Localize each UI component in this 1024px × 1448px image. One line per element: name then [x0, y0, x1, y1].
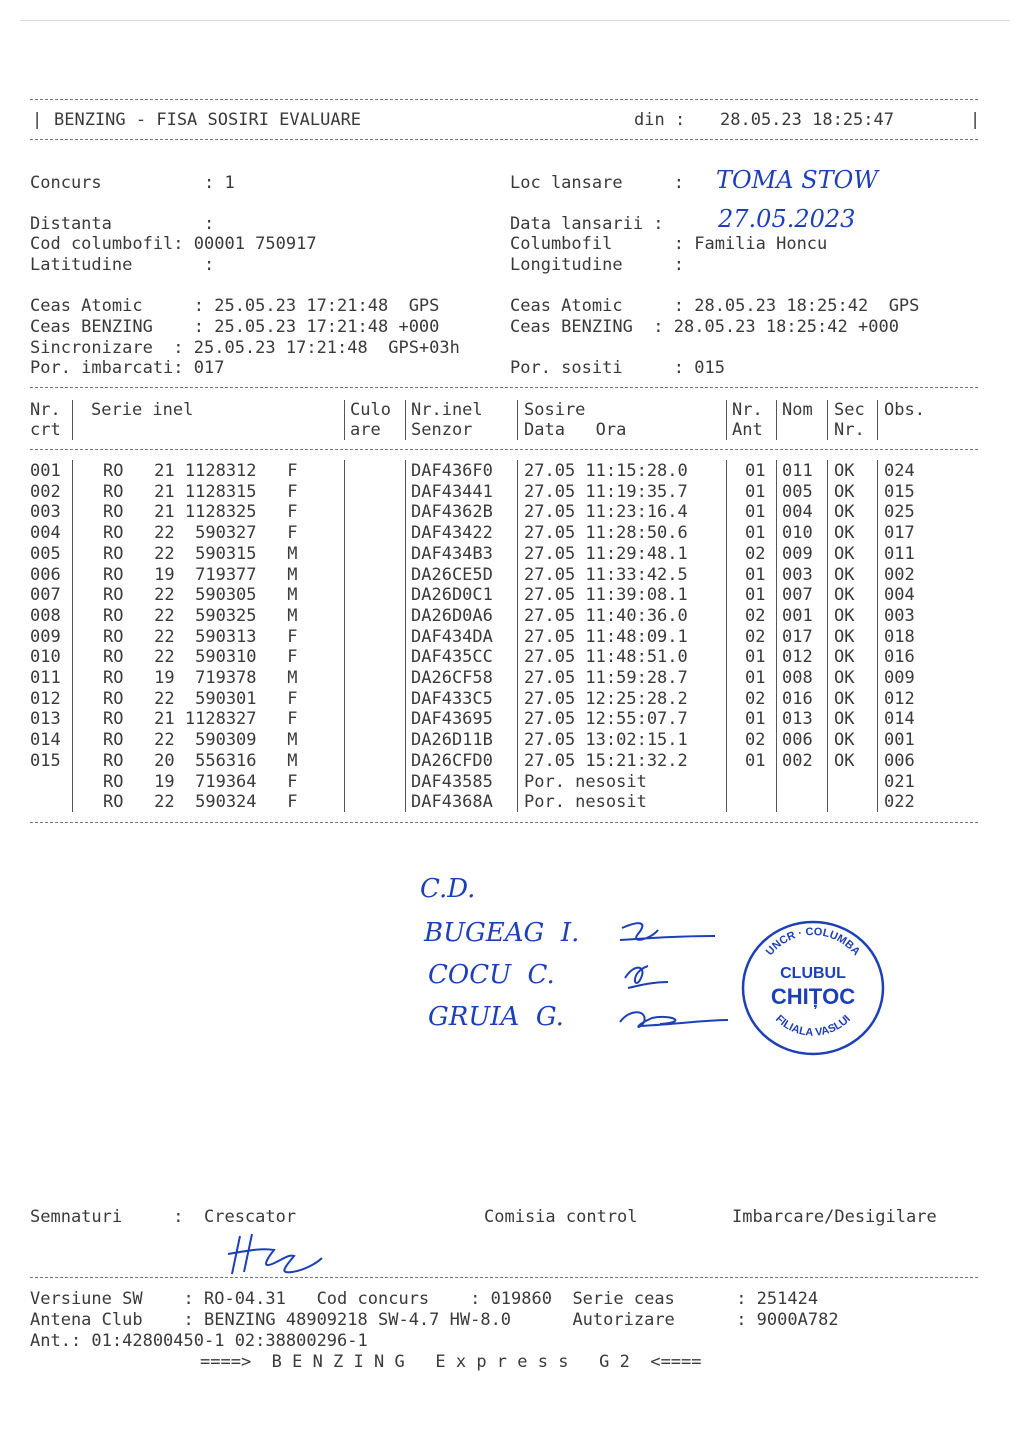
cell-serie: RO 19 719378 M [103, 668, 298, 688]
cell-ant: 02 [745, 605, 766, 626]
cell-ant: 01 [745, 668, 766, 688]
col-header-nrinel: Nr.inel [411, 400, 483, 420]
footer-line-3: Ant.: 01:42800450-1 02:38800296-1 [30, 1331, 368, 1351]
semnaturi-label: Semnaturi : Crescator [30, 1207, 297, 1227]
cell-serie: RO 22 590305 M [103, 585, 298, 606]
col-header-sosire: Sosire [524, 400, 586, 420]
handwritten-bugeag: BUGEAG I. [424, 918, 580, 948]
cell-sec: OK [834, 709, 855, 730]
breeder-signature [222, 1232, 332, 1280]
cell-sosire: 27.05 11:23:16.4 [524, 502, 688, 523]
header-bottom-rule [30, 139, 978, 140]
cell-sec: OK [834, 585, 855, 606]
loc-lansare-field: Loc lansare : [510, 173, 684, 193]
stamp-line-1: CLUBUL [780, 965, 846, 982]
handwritten-cd: C.D. [420, 874, 476, 904]
cell-senzor: DA26CFD0 [411, 750, 493, 771]
cell-ant: 02 [745, 626, 766, 647]
stamp-top-text: UNCR · COLUMBA [763, 925, 863, 958]
cell-ant: 01 [745, 523, 766, 544]
cell-sec: OK [834, 564, 855, 585]
body-sep-8 [877, 460, 878, 812]
cell-senzor: DAF43441 [411, 481, 493, 502]
columbofil-field: Columbofil : Familia Honcu [510, 234, 828, 254]
cell-serie: RO 22 590313 F [103, 626, 298, 647]
cell-nr: 003 [30, 502, 61, 523]
cell-nom: 011 [782, 461, 813, 481]
cell-serie: RO 22 590325 M [103, 605, 298, 626]
longitudine-field: Longitudine : [510, 255, 684, 275]
cell-senzor: DA26D0A6 [411, 605, 493, 626]
cell-sec: OK [834, 543, 855, 564]
cell-obs: 006 [884, 750, 915, 771]
col-header-nr-ant: Nr. [732, 400, 763, 420]
ceas-atomic-left: Ceas Atomic : 25.05.23 17:21:48 GPS [30, 296, 440, 316]
commission-signatures [600, 910, 740, 1040]
cell-nom: 005 [782, 481, 813, 502]
body-sep-6 [776, 460, 777, 812]
cell-sec: OK [834, 461, 855, 481]
body-sep-2 [344, 460, 345, 812]
cell-nr: 012 [30, 688, 61, 709]
cell-ant: 02 [745, 688, 766, 709]
cell-obs: 001 [884, 730, 915, 751]
cell-obs: 012 [884, 688, 915, 709]
header-right-bar: | [970, 110, 981, 130]
club-stamp [738, 918, 888, 1058]
cell-nr: 013 [30, 709, 61, 730]
cell-nom: 012 [782, 647, 813, 668]
cell-nr: 001 [30, 461, 61, 481]
cell-serie: RO 22 590309 M [103, 730, 298, 751]
cell-ant: 01 [745, 585, 766, 606]
cell-senzor: DAF434B3 [411, 543, 493, 564]
cell-serie: RO 22 590324 F [103, 792, 298, 813]
cell-senzor: DA26D0C1 [411, 585, 493, 606]
comisia-control-label: Comisia control [484, 1207, 638, 1227]
cell-sosire: 27.05 13:02:15.1 [524, 730, 688, 751]
cell-senzor: DA26CF58 [411, 668, 493, 688]
cell-nom: 001 [782, 605, 813, 626]
table-header-rule [30, 449, 978, 450]
cell-ant: 01 [745, 564, 766, 585]
cell-obs: 009 [884, 668, 915, 688]
col-header-sec-nr: Nr. [834, 420, 865, 440]
col-header-senzor: Senzor [411, 420, 473, 440]
cell-serie: RO 21 1128312 F [103, 461, 298, 481]
cell-sec: OK [834, 502, 855, 523]
cell-senzor: DA26D11B [411, 730, 493, 751]
hdr-sep-8 [877, 400, 878, 440]
stamp-bottom-text: FILIALA VASLUI [773, 1012, 853, 1039]
cell-nr: 014 [30, 730, 61, 751]
cell-nr: 009 [30, 626, 61, 647]
cell-nom: 006 [782, 730, 813, 751]
ceas-benzing-right: Ceas BENZING : 28.05.23 18:25:42 +000 [510, 317, 899, 337]
data-lansarii-field: Data lansarii : [510, 214, 664, 234]
handwritten-cocu: COCU C. [428, 960, 555, 990]
sincronizare-field: Sincronizare : 25.05.23 17:21:48 GPS+03h [30, 338, 460, 358]
cell-nom: 004 [782, 502, 813, 523]
cell-nr: 008 [30, 605, 61, 626]
cell-nom: 009 [782, 543, 813, 564]
cell-sosire: 27.05 11:15:28.0 [524, 461, 688, 481]
cell-nom: 008 [782, 668, 813, 688]
cell-obs: 017 [884, 523, 915, 544]
body-sep-5 [726, 460, 727, 812]
cell-senzor: DAF43585 [411, 771, 493, 792]
cell-serie: RO 21 1128327 F [103, 709, 298, 730]
cell-sosire: 27.05 11:33:42.5 [524, 564, 688, 585]
cell-serie: RO 22 590301 F [103, 688, 298, 709]
cell-serie: RO 22 590310 F [103, 647, 298, 668]
cell-sec: OK [834, 605, 855, 626]
por-imbarcati-field: Por. imbarcati: 017 [30, 358, 225, 378]
col-header-ant: Ant [732, 420, 763, 440]
cell-nr: 010 [30, 647, 61, 668]
cell-nr: 007 [30, 585, 61, 606]
col-header-nr: Nr. [30, 400, 61, 420]
imbarcare-label: Imbarcare/Desigilare [732, 1207, 937, 1227]
latitudine-field: Latitudine : [30, 255, 215, 275]
cell-ant: 01 [745, 481, 766, 502]
cell-nom: 002 [782, 750, 813, 771]
cell-sec: OK [834, 647, 855, 668]
cell-sosire: 27.05 11:39:08.1 [524, 585, 688, 606]
stamp-line-2: CHIȚOC [770, 984, 856, 1009]
cell-nom: 016 [782, 688, 813, 709]
hdr-sep-5 [726, 400, 727, 440]
cell-serie: RO 20 556316 M [103, 750, 298, 771]
cell-sosire: 27.05 12:25:28.2 [524, 688, 688, 709]
ceas-benzing-left: Ceas BENZING : 25.05.23 17:21:48 +000 [30, 317, 440, 337]
cell-obs: 011 [884, 543, 915, 564]
cell-senzor: DAF435CC [411, 647, 493, 668]
cell-senzor: DAF434DA [411, 626, 493, 647]
hdr-sep-7 [827, 400, 828, 440]
hdr-sep-4 [517, 400, 518, 440]
concurs-field: Concurs : 1 [30, 173, 235, 193]
cell-ant: 01 [745, 502, 766, 523]
cell-nr: 006 [30, 564, 61, 585]
cell-sec: OK [834, 750, 855, 771]
cell-sosire: 27.05 11:40:36.0 [524, 605, 688, 626]
cell-nom: 010 [782, 523, 813, 544]
loc-lansare-handwritten: TOMA STOW [716, 166, 879, 194]
ceas-atomic-right: Ceas Atomic : 28.05.23 18:25:42 GPS [510, 296, 920, 316]
cell-senzor: DA26CE5D [411, 564, 493, 585]
cell-sec: OK [834, 688, 855, 709]
cell-serie: RO 19 719364 F [103, 771, 298, 792]
cell-ant: 01 [745, 750, 766, 771]
cell-obs: 004 [884, 585, 915, 606]
cell-sosire: 27.05 11:59:28.7 [524, 668, 688, 688]
cell-nom: 007 [782, 585, 813, 606]
cell-nr: 011 [30, 668, 61, 688]
footer-line-4: ====> B E N Z I N G E x p r e s s G 2 <==== [200, 1352, 702, 1372]
data-lansarii-handwritten: 27.05.2023 [718, 205, 856, 233]
header-top-rule [30, 99, 978, 100]
cell-sec: OK [834, 481, 855, 502]
hdr-sep-6 [776, 400, 777, 440]
body-sep-3 [405, 460, 406, 812]
cell-sosire: Por. nesosit [524, 792, 647, 813]
top-edge-line [20, 20, 1010, 21]
cell-obs: 021 [884, 771, 915, 792]
hdr-sep-1 [72, 400, 73, 440]
cell-sec: OK [834, 668, 855, 688]
cell-obs: 002 [884, 564, 915, 585]
footer-line-1: Versiune SW : RO-04.31 Cod concurs : 019860 Serie ceas : 251424 [30, 1289, 819, 1309]
cell-obs: 003 [884, 605, 915, 626]
footer-rule [30, 1277, 978, 1278]
cell-serie: RO 19 719377 M [103, 564, 298, 585]
cell-senzor: DAF433C5 [411, 688, 493, 709]
cell-ant: 02 [745, 543, 766, 564]
cell-nr: 005 [30, 543, 61, 564]
col-header-crt: crt [30, 420, 61, 440]
cell-ant: 01 [745, 709, 766, 730]
hdr-sep-3 [405, 400, 406, 440]
col-header-culoare-1: Culo [350, 400, 391, 420]
cell-sosire: 27.05 11:48:51.0 [524, 647, 688, 668]
footer-line-2: Antena Club : BENZING 48909218 SW-4.7 HW-8.0 Autorizare : 9000A782 [30, 1310, 839, 1330]
cell-obs: 022 [884, 792, 915, 813]
header-title: BENZING - FISA SOSIRI EVALUARE [54, 110, 362, 130]
cell-senzor: DAF436F0 [411, 461, 493, 481]
cell-sec: OK [834, 626, 855, 647]
cell-nom: 017 [782, 626, 813, 647]
cell-nom: 013 [782, 709, 813, 730]
col-header-nom: Nom [782, 400, 813, 420]
cell-sosire: 27.05 15:21:32.2 [524, 750, 688, 771]
cell-obs: 016 [884, 647, 915, 668]
cell-senzor: DAF4368A [411, 792, 493, 813]
cell-nr: 015 [30, 750, 61, 771]
col-header-culoare-2: are [350, 420, 381, 440]
cell-serie: RO 21 1128325 F [103, 502, 298, 523]
cell-serie: RO 22 590315 M [103, 543, 298, 564]
table-bottom-rule [30, 822, 978, 823]
cell-sosire: 27.05 11:29:48.1 [524, 543, 688, 564]
body-sep-1 [72, 460, 73, 812]
table-top-rule [30, 387, 978, 388]
body-sep-7 [827, 460, 828, 812]
cell-obs: 018 [884, 626, 915, 647]
col-header-sec: Sec [834, 400, 865, 420]
header-timestamp: 28.05.23 18:25:47 [720, 110, 894, 130]
cell-nr: 004 [30, 523, 61, 544]
cell-sec: OK [834, 730, 855, 751]
col-header-data-ora: Data Ora [524, 420, 627, 440]
svg-text:FILIALA VASLUI [773, 1013, 853, 1039]
header-left-bar: | [32, 110, 43, 130]
hdr-sep-2 [344, 400, 345, 440]
cell-senzor: DAF43695 [411, 709, 493, 730]
cell-nr: 002 [30, 481, 61, 502]
cell-ant: 01 [745, 647, 766, 668]
cell-sec: OK [834, 523, 855, 544]
col-header-obs: Obs. [884, 400, 925, 420]
cell-sosire: Por. nesosit [524, 771, 647, 792]
cell-obs: 014 [884, 709, 915, 730]
cell-serie: RO 22 590327 F [103, 523, 298, 544]
body-sep-4 [517, 460, 518, 812]
cell-ant: 02 [745, 730, 766, 751]
header-din-label: din : [634, 110, 686, 130]
handwritten-gruia: GRUIA G. [428, 1002, 564, 1032]
cell-obs: 025 [884, 502, 915, 523]
cod-columbofil-field: Cod columbofil: 00001 750917 [30, 234, 317, 254]
cell-serie: RO 21 1128315 F [103, 481, 298, 502]
cell-nom: 003 [782, 564, 813, 585]
cell-obs: 015 [884, 481, 915, 502]
cell-senzor: DAF4362B [411, 502, 493, 523]
cell-sosire: 27.05 11:48:09.1 [524, 626, 688, 647]
cell-sosire: 27.05 12:55:07.7 [524, 709, 688, 730]
cell-sosire: 27.05 11:28:50.6 [524, 523, 688, 544]
cell-sosire: 27.05 11:19:35.7 [524, 481, 688, 502]
distanta-field: Distanta : [30, 214, 215, 234]
por-sositi-field: Por. sositi : 015 [510, 358, 725, 378]
cell-obs: 024 [884, 461, 915, 481]
cell-ant: 01 [745, 461, 766, 481]
cell-senzor: DAF43422 [411, 523, 493, 544]
col-header-serie: Serie inel [91, 400, 194, 420]
